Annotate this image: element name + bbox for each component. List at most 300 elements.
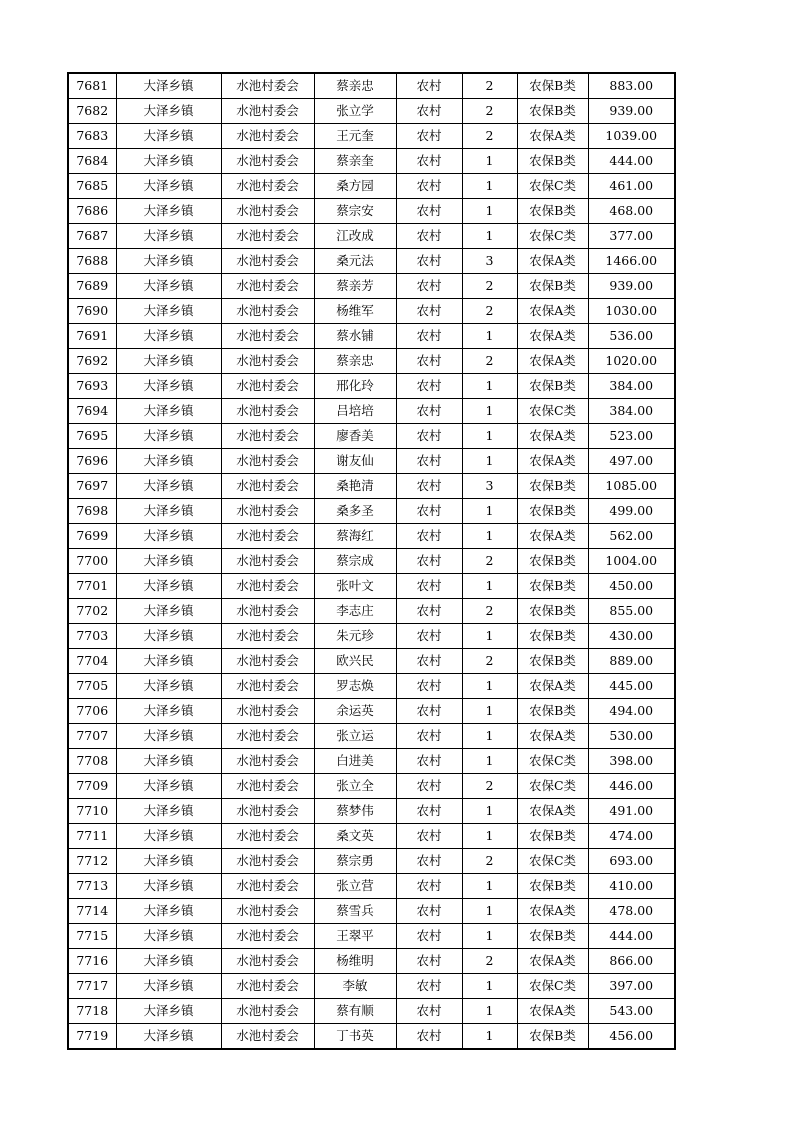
village-committee-cell: 水池村委会 (221, 374, 314, 399)
name-cell: 李志庄 (314, 599, 396, 624)
household-count-cell: 1 (462, 224, 517, 249)
insurance-category-cell: 农保B类 (517, 699, 588, 724)
area-type-cell: 农村 (396, 699, 462, 724)
amount-cell: 1020.00 (588, 349, 675, 374)
insurance-category-cell: 农保A类 (517, 674, 588, 699)
household-count-cell: 1 (462, 1024, 517, 1050)
area-type-cell: 农村 (396, 499, 462, 524)
township-cell: 大泽乡镇 (116, 974, 221, 999)
insurance-category-cell: 农保A类 (517, 424, 588, 449)
household-count-cell: 1 (462, 174, 517, 199)
table-row (68, 149, 675, 174)
row-number-cell: 7693 (68, 374, 116, 399)
row-number-cell: 7692 (68, 349, 116, 374)
household-count-cell: 1 (462, 749, 517, 774)
township-cell: 大泽乡镇 (116, 499, 221, 524)
village-committee-cell: 水池村委会 (221, 849, 314, 874)
area-type-cell: 农村 (396, 73, 462, 99)
insurance-category-cell: 农保A类 (517, 899, 588, 924)
village-committee-cell: 水池村委会 (221, 674, 314, 699)
table-row (68, 274, 675, 299)
township-cell: 大泽乡镇 (116, 224, 221, 249)
village-committee-cell: 水池村委会 (221, 249, 314, 274)
area-type-cell: 农村 (396, 549, 462, 574)
household-count-cell: 2 (462, 99, 517, 124)
village-committee-cell: 水池村委会 (221, 274, 314, 299)
insurance-category-cell: 农保A类 (517, 949, 588, 974)
household-count-cell: 2 (462, 599, 517, 624)
name-cell: 蔡亲忠 (314, 349, 396, 374)
row-number-cell: 7687 (68, 224, 116, 249)
row-number-cell: 7712 (68, 849, 116, 874)
name-cell: 丁书英 (314, 1024, 396, 1050)
township-cell: 大泽乡镇 (116, 574, 221, 599)
amount-cell: 461.00 (588, 174, 675, 199)
name-cell: 吕培培 (314, 399, 396, 424)
row-number-cell: 7695 (68, 424, 116, 449)
household-count-cell: 1 (462, 399, 517, 424)
area-type-cell: 农村 (396, 774, 462, 799)
amount-cell: 1030.00 (588, 299, 675, 324)
table-row (68, 674, 675, 699)
row-number-cell: 7691 (68, 324, 116, 349)
table-row (68, 73, 675, 99)
insurance-category-cell: 农保B类 (517, 549, 588, 574)
insurance-category-cell: 农保B类 (517, 599, 588, 624)
insurance-category-cell: 农保C类 (517, 224, 588, 249)
village-committee-cell: 水池村委会 (221, 149, 314, 174)
name-cell: 蔡亲忠 (314, 73, 396, 99)
household-count-cell: 1 (462, 999, 517, 1024)
household-count-cell: 1 (462, 899, 517, 924)
table-row (68, 624, 675, 649)
amount-cell: 693.00 (588, 849, 675, 874)
township-cell: 大泽乡镇 (116, 274, 221, 299)
village-committee-cell: 水池村委会 (221, 224, 314, 249)
township-cell: 大泽乡镇 (116, 674, 221, 699)
area-type-cell: 农村 (396, 624, 462, 649)
area-type-cell: 农村 (396, 949, 462, 974)
insurance-category-cell: 农保B类 (517, 499, 588, 524)
village-committee-cell: 水池村委会 (221, 73, 314, 99)
row-number-cell: 7700 (68, 549, 116, 574)
table-row (68, 424, 675, 449)
area-type-cell: 农村 (396, 249, 462, 274)
name-cell: 蔡水铺 (314, 324, 396, 349)
amount-cell: 445.00 (588, 674, 675, 699)
amount-cell: 1004.00 (588, 549, 675, 574)
name-cell: 谢友仙 (314, 449, 396, 474)
records-table (67, 72, 676, 1050)
village-committee-cell: 水池村委会 (221, 649, 314, 674)
amount-cell: 446.00 (588, 774, 675, 799)
table-row (68, 124, 675, 149)
table-row (68, 174, 675, 199)
area-type-cell: 农村 (396, 899, 462, 924)
table-row (68, 949, 675, 974)
name-cell: 欧兴民 (314, 649, 396, 674)
row-number-cell: 7707 (68, 724, 116, 749)
records-table-body (68, 73, 675, 1049)
table-row (68, 224, 675, 249)
village-committee-cell: 水池村委会 (221, 699, 314, 724)
table-row (68, 99, 675, 124)
household-count-cell: 2 (462, 549, 517, 574)
name-cell: 蔡宗成 (314, 549, 396, 574)
village-committee-cell: 水池村委会 (221, 999, 314, 1024)
village-committee-cell: 水池村委会 (221, 724, 314, 749)
row-number-cell: 7681 (68, 73, 116, 99)
insurance-category-cell: 农保A类 (517, 524, 588, 549)
table-row (68, 474, 675, 499)
row-number-cell: 7686 (68, 199, 116, 224)
amount-cell: 523.00 (588, 424, 675, 449)
household-count-cell: 1 (462, 324, 517, 349)
household-count-cell: 1 (462, 624, 517, 649)
name-cell: 张立全 (314, 774, 396, 799)
row-number-cell: 7683 (68, 124, 116, 149)
row-number-cell: 7713 (68, 874, 116, 899)
name-cell: 杨维明 (314, 949, 396, 974)
household-count-cell: 1 (462, 799, 517, 824)
name-cell: 张叶文 (314, 574, 396, 599)
township-cell: 大泽乡镇 (116, 149, 221, 174)
village-committee-cell: 水池村委会 (221, 949, 314, 974)
row-number-cell: 7694 (68, 399, 116, 424)
table-row (68, 999, 675, 1024)
township-cell: 大泽乡镇 (116, 524, 221, 549)
amount-cell: 939.00 (588, 99, 675, 124)
township-cell: 大泽乡镇 (116, 299, 221, 324)
area-type-cell: 农村 (396, 674, 462, 699)
village-committee-cell: 水池村委会 (221, 624, 314, 649)
village-committee-cell: 水池村委会 (221, 774, 314, 799)
household-count-cell: 1 (462, 449, 517, 474)
table-row (68, 874, 675, 899)
row-number-cell: 7701 (68, 574, 116, 599)
amount-cell: 478.00 (588, 899, 675, 924)
row-number-cell: 7682 (68, 99, 116, 124)
amount-cell: 499.00 (588, 499, 675, 524)
name-cell: 廖香美 (314, 424, 396, 449)
area-type-cell: 农村 (396, 324, 462, 349)
area-type-cell: 农村 (396, 99, 462, 124)
row-number-cell: 7719 (68, 1024, 116, 1050)
amount-cell: 536.00 (588, 324, 675, 349)
township-cell: 大泽乡镇 (116, 399, 221, 424)
village-committee-cell: 水池村委会 (221, 324, 314, 349)
household-count-cell: 2 (462, 274, 517, 299)
village-committee-cell: 水池村委会 (221, 974, 314, 999)
row-number-cell: 7704 (68, 649, 116, 674)
row-number-cell: 7685 (68, 174, 116, 199)
name-cell: 张立营 (314, 874, 396, 899)
insurance-category-cell: 农保C类 (517, 174, 588, 199)
name-cell: 蔡雪兵 (314, 899, 396, 924)
insurance-category-cell: 农保C类 (517, 749, 588, 774)
area-type-cell: 农村 (396, 274, 462, 299)
name-cell: 桑文英 (314, 824, 396, 849)
area-type-cell: 农村 (396, 874, 462, 899)
amount-cell: 530.00 (588, 724, 675, 749)
village-committee-cell: 水池村委会 (221, 824, 314, 849)
row-number-cell: 7709 (68, 774, 116, 799)
township-cell: 大泽乡镇 (116, 874, 221, 899)
township-cell: 大泽乡镇 (116, 724, 221, 749)
amount-cell: 939.00 (588, 274, 675, 299)
amount-cell: 456.00 (588, 1024, 675, 1050)
amount-cell: 384.00 (588, 374, 675, 399)
insurance-category-cell: 农保C类 (517, 399, 588, 424)
amount-cell: 491.00 (588, 799, 675, 824)
amount-cell: 474.00 (588, 824, 675, 849)
household-count-cell: 2 (462, 349, 517, 374)
township-cell: 大泽乡镇 (116, 999, 221, 1024)
amount-cell: 377.00 (588, 224, 675, 249)
village-committee-cell: 水池村委会 (221, 124, 314, 149)
amount-cell: 468.00 (588, 199, 675, 224)
household-count-cell: 1 (462, 424, 517, 449)
township-cell: 大泽乡镇 (116, 549, 221, 574)
amount-cell: 1039.00 (588, 124, 675, 149)
amount-cell: 883.00 (588, 73, 675, 99)
amount-cell: 450.00 (588, 574, 675, 599)
table-row (68, 599, 675, 624)
name-cell: 桑多圣 (314, 499, 396, 524)
table-row (68, 399, 675, 424)
table-row (68, 199, 675, 224)
household-count-cell: 1 (462, 199, 517, 224)
table-row (68, 574, 675, 599)
township-cell: 大泽乡镇 (116, 799, 221, 824)
amount-cell: 543.00 (588, 999, 675, 1024)
table-row (68, 449, 675, 474)
area-type-cell: 农村 (396, 749, 462, 774)
insurance-category-cell: 农保A类 (517, 249, 588, 274)
area-type-cell: 农村 (396, 799, 462, 824)
name-cell: 桑元法 (314, 249, 396, 274)
area-type-cell: 农村 (396, 924, 462, 949)
insurance-category-cell: 农保A类 (517, 299, 588, 324)
table-row (68, 249, 675, 274)
name-cell: 桑艳清 (314, 474, 396, 499)
township-cell: 大泽乡镇 (116, 73, 221, 99)
village-committee-cell: 水池村委会 (221, 549, 314, 574)
table-row (68, 499, 675, 524)
area-type-cell: 农村 (396, 299, 462, 324)
table-row (68, 699, 675, 724)
table-row (68, 524, 675, 549)
township-cell: 大泽乡镇 (116, 824, 221, 849)
township-cell: 大泽乡镇 (116, 449, 221, 474)
village-committee-cell: 水池村委会 (221, 399, 314, 424)
name-cell: 蔡宗安 (314, 199, 396, 224)
table-row (68, 299, 675, 324)
insurance-category-cell: 农保B类 (517, 149, 588, 174)
row-number-cell: 7718 (68, 999, 116, 1024)
township-cell: 大泽乡镇 (116, 99, 221, 124)
township-cell: 大泽乡镇 (116, 374, 221, 399)
amount-cell: 1085.00 (588, 474, 675, 499)
table-row (68, 349, 675, 374)
row-number-cell: 7715 (68, 924, 116, 949)
name-cell: 蔡宗勇 (314, 849, 396, 874)
insurance-category-cell: 农保A类 (517, 449, 588, 474)
township-cell: 大泽乡镇 (116, 424, 221, 449)
area-type-cell: 农村 (396, 349, 462, 374)
amount-cell: 410.00 (588, 874, 675, 899)
table-row (68, 899, 675, 924)
row-number-cell: 7706 (68, 699, 116, 724)
area-type-cell: 农村 (396, 849, 462, 874)
township-cell: 大泽乡镇 (116, 124, 221, 149)
insurance-category-cell: 农保A类 (517, 324, 588, 349)
amount-cell: 562.00 (588, 524, 675, 549)
name-cell: 王元奎 (314, 124, 396, 149)
name-cell: 朱元珍 (314, 624, 396, 649)
insurance-category-cell: 农保B类 (517, 874, 588, 899)
amount-cell: 397.00 (588, 974, 675, 999)
table-row (68, 774, 675, 799)
household-count-cell: 1 (462, 924, 517, 949)
name-cell: 蔡梦伟 (314, 799, 396, 824)
township-cell: 大泽乡镇 (116, 199, 221, 224)
insurance-category-cell: 农保C类 (517, 849, 588, 874)
household-count-cell: 2 (462, 849, 517, 874)
area-type-cell: 农村 (396, 399, 462, 424)
area-type-cell: 农村 (396, 224, 462, 249)
village-committee-cell: 水池村委会 (221, 174, 314, 199)
area-type-cell: 农村 (396, 174, 462, 199)
township-cell: 大泽乡镇 (116, 1024, 221, 1050)
area-type-cell: 农村 (396, 124, 462, 149)
name-cell: 蔡亲奎 (314, 149, 396, 174)
household-count-cell: 2 (462, 73, 517, 99)
insurance-category-cell: 农保A类 (517, 799, 588, 824)
row-number-cell: 7702 (68, 599, 116, 624)
row-number-cell: 7688 (68, 249, 116, 274)
row-number-cell: 7698 (68, 499, 116, 524)
name-cell: 蔡有顺 (314, 999, 396, 1024)
name-cell: 杨维军 (314, 299, 396, 324)
village-committee-cell: 水池村委会 (221, 1024, 314, 1050)
insurance-category-cell: 农保B类 (517, 624, 588, 649)
area-type-cell: 农村 (396, 474, 462, 499)
household-count-cell: 1 (462, 724, 517, 749)
row-number-cell: 7716 (68, 949, 116, 974)
village-committee-cell: 水池村委会 (221, 199, 314, 224)
name-cell: 白进美 (314, 749, 396, 774)
table-row (68, 324, 675, 349)
village-committee-cell: 水池村委会 (221, 99, 314, 124)
name-cell: 张立运 (314, 724, 396, 749)
table-row (68, 1024, 675, 1050)
area-type-cell: 农村 (396, 199, 462, 224)
amount-cell: 889.00 (588, 649, 675, 674)
table-row (68, 849, 675, 874)
area-type-cell: 农村 (396, 649, 462, 674)
household-count-cell: 2 (462, 774, 517, 799)
row-number-cell: 7697 (68, 474, 116, 499)
amount-cell: 855.00 (588, 599, 675, 624)
insurance-category-cell: 农保A类 (517, 124, 588, 149)
name-cell: 罗志焕 (314, 674, 396, 699)
village-committee-cell: 水池村委会 (221, 349, 314, 374)
area-type-cell: 农村 (396, 374, 462, 399)
name-cell: 王翠平 (314, 924, 396, 949)
amount-cell: 398.00 (588, 749, 675, 774)
insurance-category-cell: 农保C类 (517, 974, 588, 999)
township-cell: 大泽乡镇 (116, 174, 221, 199)
household-count-cell: 2 (462, 124, 517, 149)
insurance-category-cell: 农保B类 (517, 199, 588, 224)
table-row (68, 799, 675, 824)
household-count-cell: 3 (462, 474, 517, 499)
name-cell: 桑方园 (314, 174, 396, 199)
table-row (68, 824, 675, 849)
table-row (68, 549, 675, 574)
table-row (68, 749, 675, 774)
insurance-category-cell: 农保A类 (517, 999, 588, 1024)
insurance-category-cell: 农保B类 (517, 73, 588, 99)
amount-cell: 497.00 (588, 449, 675, 474)
township-cell: 大泽乡镇 (116, 649, 221, 674)
table-row (68, 374, 675, 399)
township-cell: 大泽乡镇 (116, 249, 221, 274)
row-number-cell: 7690 (68, 299, 116, 324)
household-count-cell: 1 (462, 874, 517, 899)
township-cell: 大泽乡镇 (116, 899, 221, 924)
household-count-cell: 2 (462, 649, 517, 674)
table-row (68, 924, 675, 949)
row-number-cell: 7684 (68, 149, 116, 174)
row-number-cell: 7703 (68, 624, 116, 649)
insurance-category-cell: 农保B类 (517, 474, 588, 499)
village-committee-cell: 水池村委会 (221, 499, 314, 524)
village-committee-cell: 水池村委会 (221, 799, 314, 824)
household-count-cell: 1 (462, 499, 517, 524)
township-cell: 大泽乡镇 (116, 749, 221, 774)
row-number-cell: 7705 (68, 674, 116, 699)
village-committee-cell: 水池村委会 (221, 924, 314, 949)
area-type-cell: 农村 (396, 1024, 462, 1050)
village-committee-cell: 水池村委会 (221, 449, 314, 474)
village-committee-cell: 水池村委会 (221, 899, 314, 924)
village-committee-cell: 水池村委会 (221, 474, 314, 499)
township-cell: 大泽乡镇 (116, 849, 221, 874)
name-cell: 张立学 (314, 99, 396, 124)
village-committee-cell: 水池村委会 (221, 749, 314, 774)
area-type-cell: 农村 (396, 149, 462, 174)
township-cell: 大泽乡镇 (116, 774, 221, 799)
name-cell: 邢化玲 (314, 374, 396, 399)
household-count-cell: 2 (462, 299, 517, 324)
area-type-cell: 农村 (396, 574, 462, 599)
area-type-cell: 农村 (396, 524, 462, 549)
name-cell: 余运英 (314, 699, 396, 724)
household-count-cell: 3 (462, 249, 517, 274)
township-cell: 大泽乡镇 (116, 349, 221, 374)
amount-cell: 494.00 (588, 699, 675, 724)
amount-cell: 444.00 (588, 149, 675, 174)
insurance-category-cell: 农保B类 (517, 374, 588, 399)
insurance-category-cell: 农保B类 (517, 824, 588, 849)
row-number-cell: 7696 (68, 449, 116, 474)
village-committee-cell: 水池村委会 (221, 524, 314, 549)
household-count-cell: 1 (462, 674, 517, 699)
amount-cell: 866.00 (588, 949, 675, 974)
area-type-cell: 农村 (396, 824, 462, 849)
